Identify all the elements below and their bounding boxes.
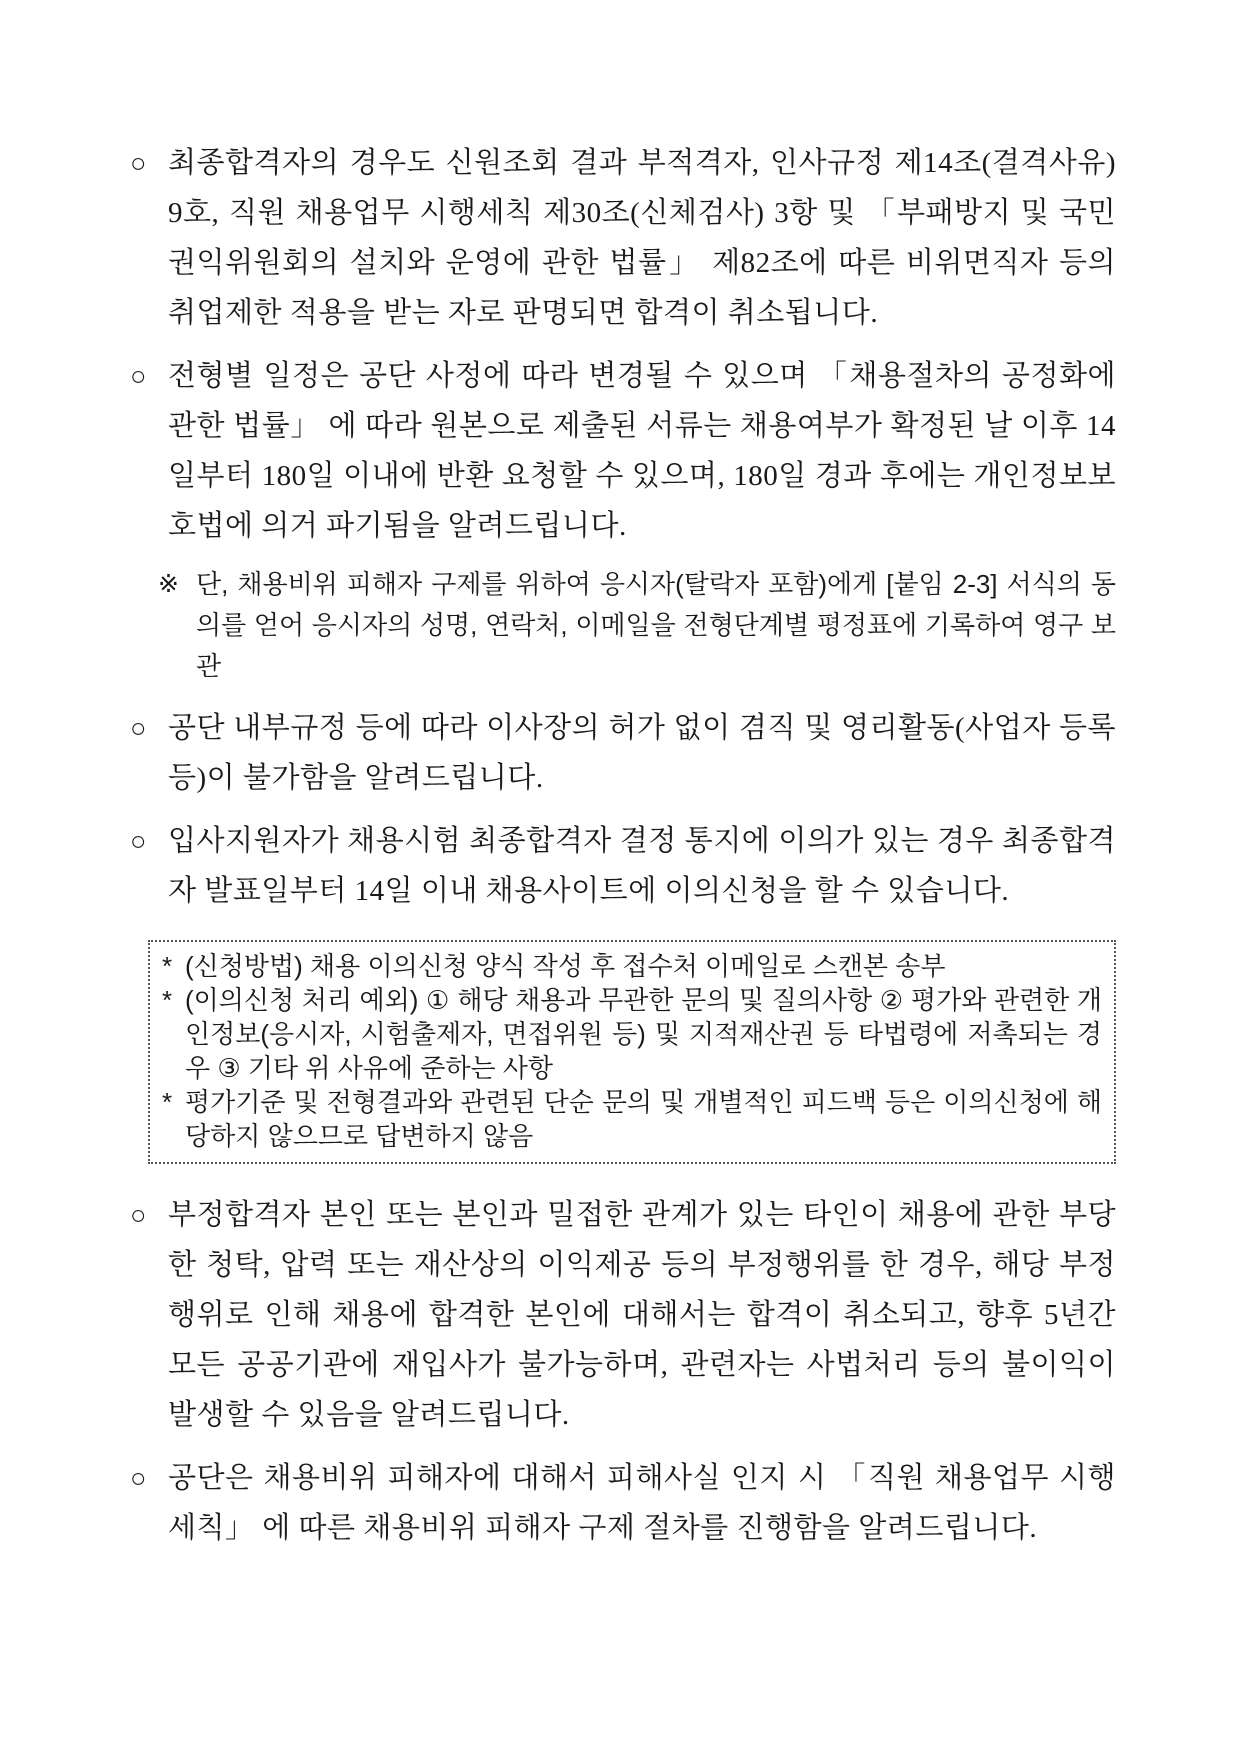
circle-bullet-icon: ○ bbox=[130, 1463, 147, 1493]
notice-box-item-processing-exceptions bbox=[162, 983, 1102, 1085]
bullet-item-schedule-change-document-return bbox=[130, 351, 1116, 551]
notice-box-item-text: (신청방법) 채용 이의신청 양식 작성 후 접수처 이메일로 스캔본 송부 bbox=[185, 951, 946, 981]
circle-bullet-icon: ○ bbox=[130, 1200, 147, 1230]
bullet-text: 공단 내부규정 등에 따라 이사장의 허가 없이 겸직 및 영리활동(사업자 등록 등)이 불가함을 알려드립니다. bbox=[168, 712, 1116, 794]
notice-box-item-text: (이의신청 처리 예외) ① 해당 채용과 무관한 문의 및 질의사항 ② 평가와 관련한 개인정보(응시자, 시험출제자, 면접위원 등) 및 지적재산권 등 타법령에 저촉되는 경우 ③ 기타 위 사유에 준하는 사항 bbox=[185, 985, 1102, 1083]
bullet-text: 공단은 채용비위 피해자에 대해서 피해사실 인지 시 「직원 채용업무 시행세칙」 에 따른 채용비위 피해자 구제 절차를 진행함을 알려드립니다. bbox=[168, 1462, 1116, 1544]
reference-mark-icon: ※ bbox=[158, 570, 179, 598]
notice-box-item-text: 평가기준 및 전형결과와 관련된 단순 문의 및 개별적인 피드백 등은 이의신청에 해당하지 않으므로 답변하지 않음 bbox=[185, 1087, 1102, 1151]
bullet-item-victim-remedy-procedure bbox=[130, 1453, 1116, 1553]
asterisk-marker-icon: * bbox=[162, 951, 173, 981]
asterisk-marker-icon: * bbox=[162, 1087, 173, 1117]
objection-procedure-notice-box bbox=[148, 940, 1116, 1164]
circle-bullet-icon: ○ bbox=[130, 148, 147, 178]
bullet-item-final-pass-disqualification bbox=[130, 138, 1116, 338]
notice-box-item-simple-inquiry-no-reply bbox=[162, 1085, 1102, 1153]
bullet-item-concurrent-position-restriction bbox=[130, 703, 1116, 803]
circle-bullet-icon: ○ bbox=[130, 826, 147, 856]
bullet-text: 최종합격자의 경우도 신원조회 결과 부적격자, 인사규정 제14조(결격사유) 9호, 직원 채용업무 시행세칙 제30조(신체검사) 3항 및 「부패방지 및 국민권익위원회의 설치와 운영에 관한 법률」 제82조에 따른 비위면직자 등의 취업제한 적용을 받는 자로 판명되면 합격이 취소됩니다. bbox=[168, 147, 1116, 329]
bullet-text: 전형별 일정은 공단 사정에 따라 변경될 수 있으며 「채용절차의 공정화에 관한 법률」 에 따라 원본으로 제출된 서류는 채용여부가 확정된 날 이후 14일부터 180일 이내에 반환 요청할 수 있으며, 180일 경과 후에는 개인정보보호법에 의거 파기됨을 알려드립니다. bbox=[168, 360, 1116, 542]
reference-note-text: 단, 채용비위 피해자 구제를 위하여 응시자(탈락자 포함)에게 [붙임 2-3] 서식의 동의를 얻어 응시자의 성명, 연락처, 이메일을 전형단계별 평정표에 기록하여 영구 보관 bbox=[196, 569, 1116, 681]
circle-bullet-icon: ○ bbox=[130, 361, 147, 391]
bullet-item-objection-within-14-days bbox=[130, 816, 1116, 916]
notice-box-item-application-method bbox=[162, 949, 1102, 983]
bullet-item-fraudulent-hiring-penalty bbox=[130, 1190, 1116, 1440]
bullet-text: 입사지원자가 채용시험 최종합격자 결정 통지에 이의가 있는 경우 최종합격자 발표일부터 14일 이내 채용사이트에 이의신청을 할 수 있습니다. bbox=[168, 825, 1116, 907]
reference-note-victim-remedy-record bbox=[158, 564, 1116, 687]
bullet-text: 부정합격자 본인 또는 본인과 밀접한 관계가 있는 타인이 채용에 관한 부당한 청탁, 압력 또는 재산상의 이익제공 등의 부정행위를 한 경우, 해당 부정행위로 인해 채용에 합격한 본인에 대해서는 합격이 취소되고, 향후 5년간 모든 공공기관에 재입사가 불가능하며, 관련자는 사법처리 등의 불이익이 발생할 수 있음을 알려드립니다. bbox=[168, 1199, 1116, 1431]
asterisk-marker-icon: * bbox=[162, 985, 173, 1015]
circle-bullet-icon: ○ bbox=[130, 713, 147, 743]
